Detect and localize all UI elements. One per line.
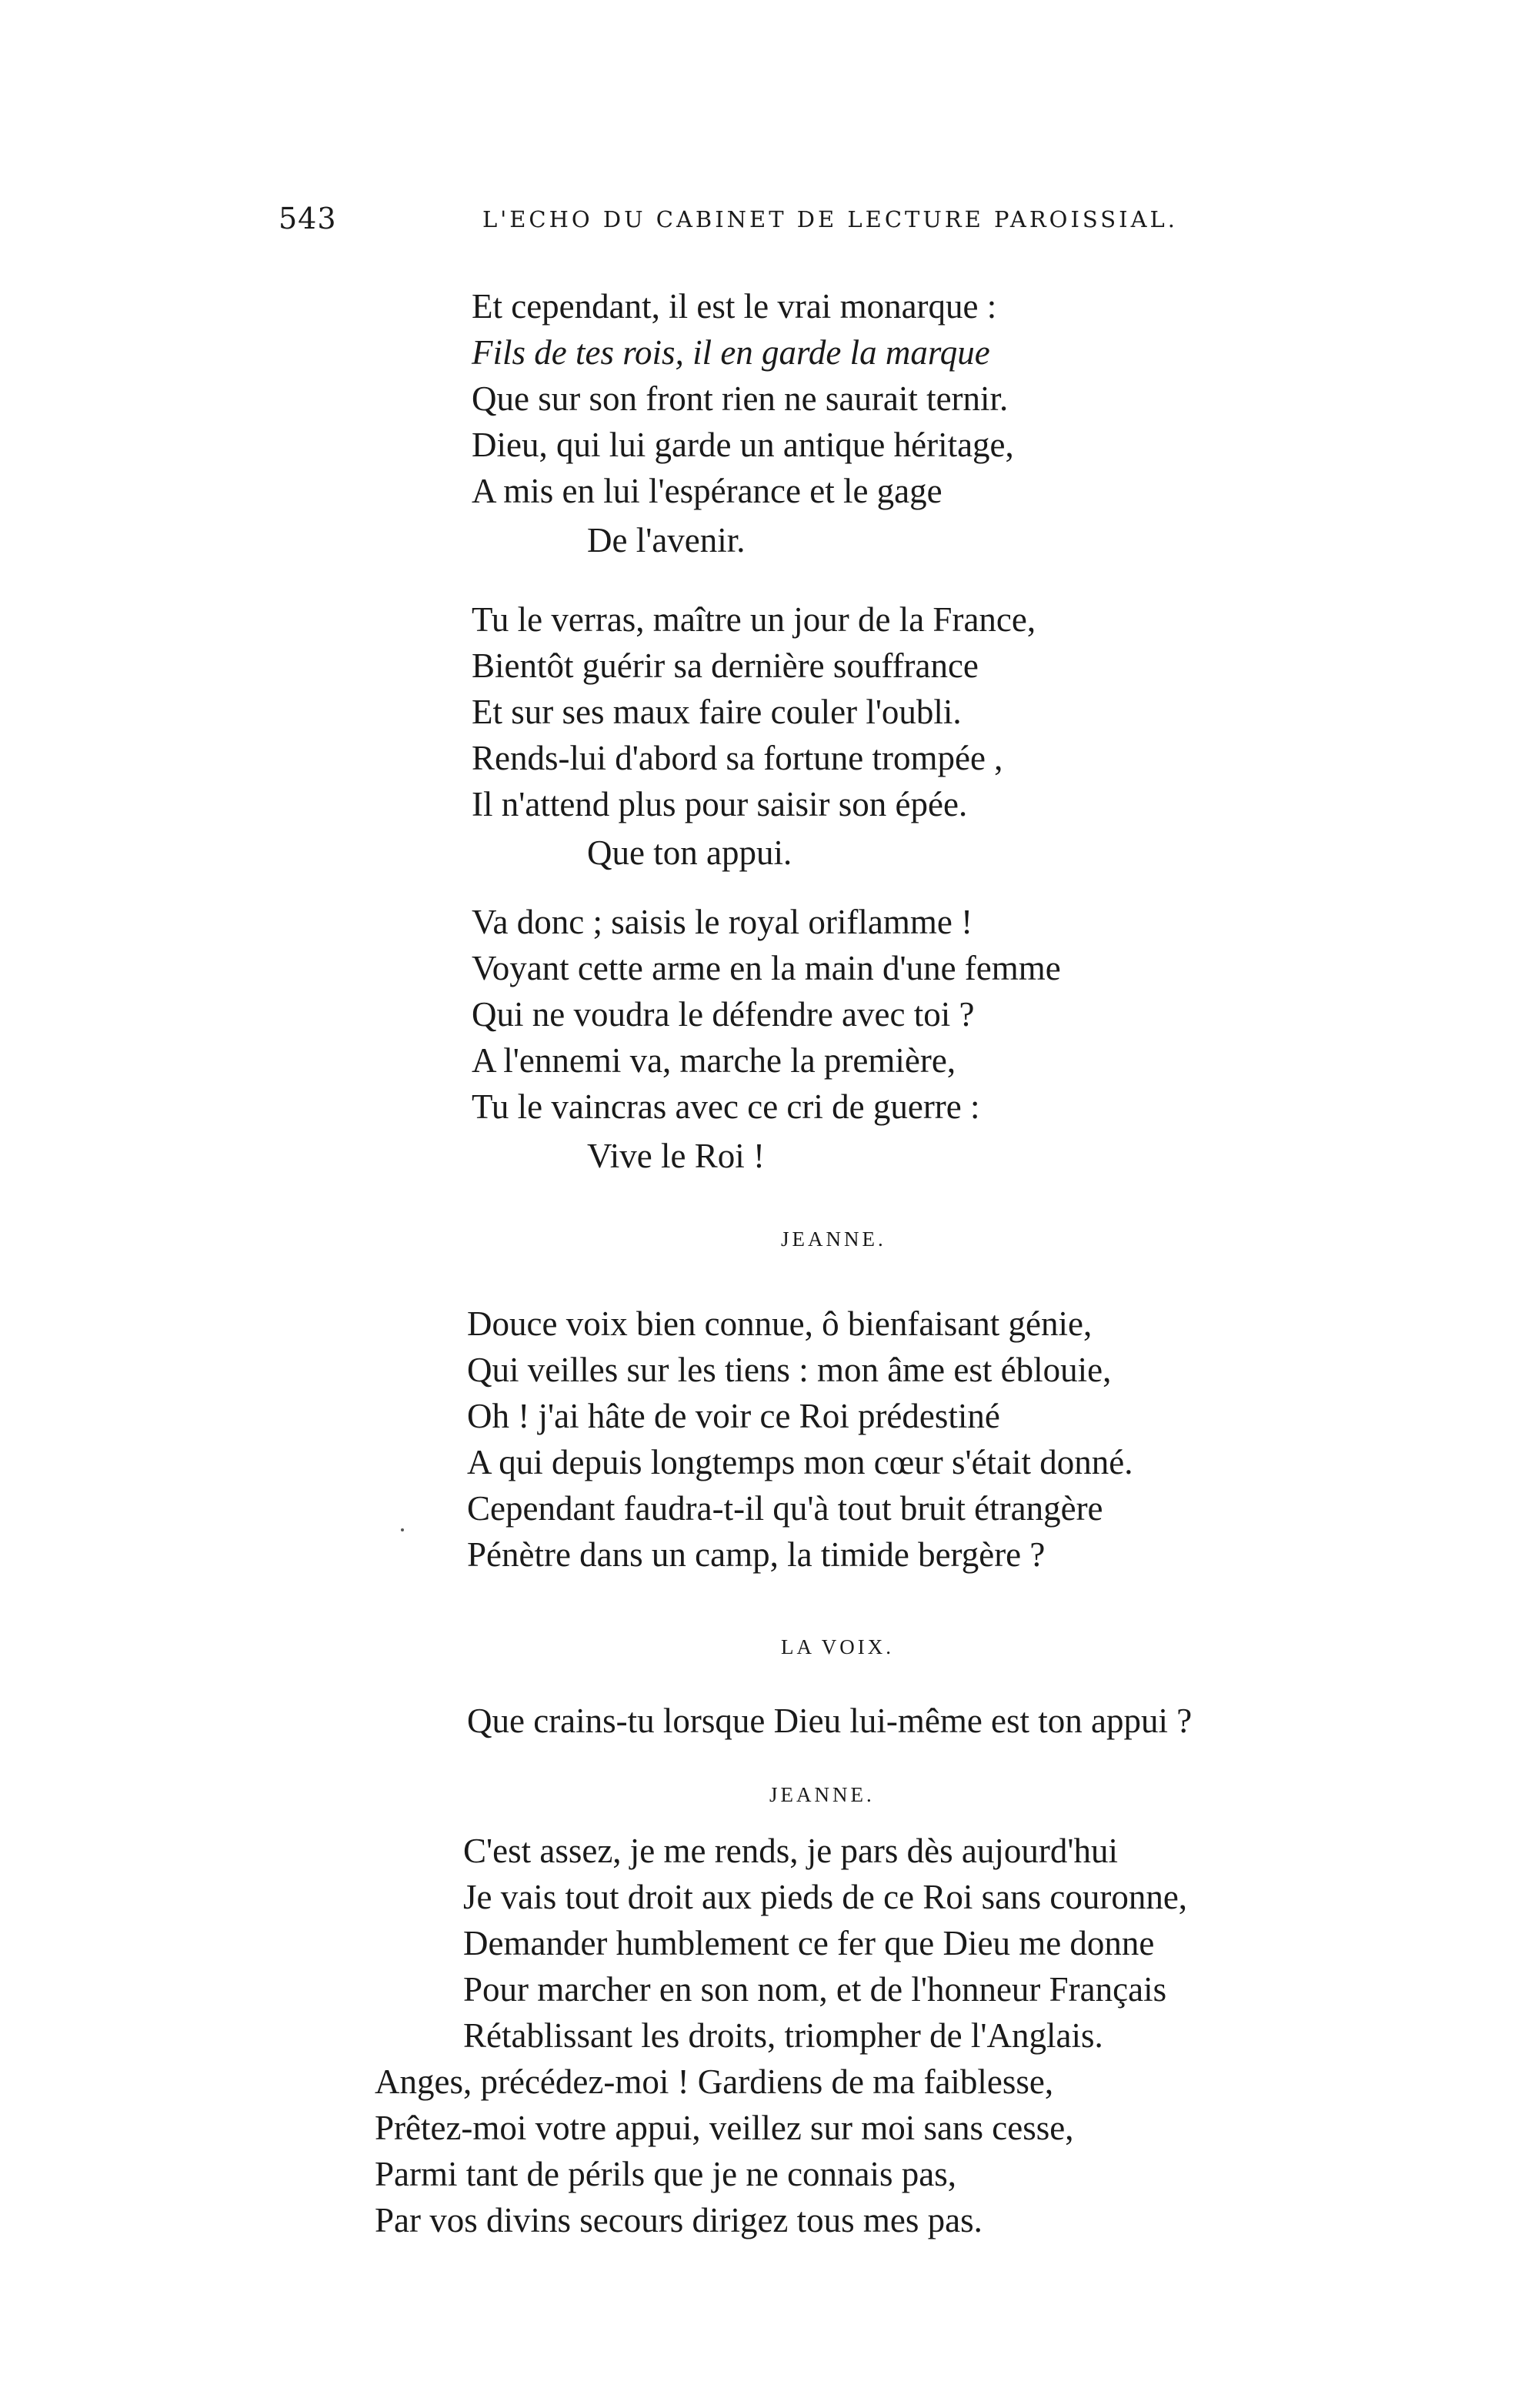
verse-line: Dieu, qui lui garde un antique héritage,: [472, 426, 1014, 464]
verse-line: Douce voix bien connue, ô bienfaisant génie,: [467, 1304, 1093, 1343]
verse-line: Qui ne voudra le défendre avec toi ?: [472, 995, 975, 1034]
verse-line: A l'ennemi va, marche la première,: [472, 1041, 956, 1080]
verse-line: Prêtez-moi votre appui, veillez sur moi sans cesse,: [375, 2109, 1074, 2147]
verse-line-refrain: Que ton appui.: [587, 833, 792, 872]
verse-line: Que crains-tu lorsque Dieu lui-même est ton appui ?: [467, 1702, 1193, 1740]
verse-line: Je vais tout droit aux pieds de ce Roi sans couronne,: [463, 1878, 1188, 1916]
speaker-name: JEANNE.: [781, 1227, 886, 1251]
verse-line: Demander humblement ce fer que Dieu me donne: [463, 1924, 1155, 1962]
verse-line: Que sur son front rien ne saurait ternir.: [472, 379, 1009, 418]
verse-line: Rends-lui d'abord sa fortune trompée ,: [472, 739, 1003, 777]
speaker-name: JEANNE.: [769, 1783, 875, 1806]
verse-line: Pénètre dans un camp, la timide bergère ?: [467, 1535, 1046, 1574]
page-number: 543: [279, 202, 337, 235]
verse-line: Pour marcher en son nom, et de l'honneur Français: [463, 1970, 1167, 2009]
verse-line-refrain: Vive le Roi !: [587, 1137, 765, 1175]
verse-line: Va donc ; saisis le royal oriflamme !: [472, 903, 973, 941]
verse-line: Et cependant, il est le vrai monarque :: [472, 287, 997, 326]
verse-line: A mis en lui l'espérance et le gage: [472, 472, 942, 510]
verse-line: Oh ! j'ai hâte de voir ce Roi prédestiné: [467, 1397, 1000, 1435]
running-title: L'ECHO DU CABINET DE LECTURE PAROISSIAL.: [482, 206, 1179, 232]
verse-line: Par vos divins secours dirigez tous mes pas.: [375, 2201, 983, 2239]
verse-line: A qui depuis longtemps mon cœur s'était donné.: [467, 1443, 1133, 1481]
verse-line-refrain: De l'avenir.: [587, 521, 746, 559]
ink-speck: [401, 1528, 404, 1531]
verse-line: C'est assez, je me rends, je pars dès aujourd'hui: [463, 1832, 1118, 1870]
verse-line: Tu le verras, maître un jour de la France,: [472, 600, 1036, 639]
verse-line: Bientôt guérir sa dernière souffrance: [472, 646, 979, 685]
verse-line: Rétablissant les droits, triompher de l'Anglais.: [463, 2016, 1103, 2055]
verse-line: Voyant cette arme en la main d'une femme: [472, 949, 1061, 987]
verse-line: Il n'attend plus pour saisir son épée.: [472, 785, 968, 823]
verse-line: Qui veilles sur les tiens : mon âme est éblouie,: [467, 1351, 1112, 1389]
verse-line: Fils de tes rois, il en garde la marque: [472, 333, 990, 372]
verse-line: Et sur ses maux faire couler l'oubli.: [472, 693, 962, 731]
verse-line: Parmi tant de périls que je ne connais pas,: [375, 2155, 957, 2193]
verse-line: Cependant faudra-t-il qu'à tout bruit étrangère: [467, 1489, 1103, 1528]
verse-line: Tu le vaincras avec ce cri de guerre :: [472, 1087, 980, 1126]
page-header: [279, 202, 1248, 248]
verse-line: Anges, précédez-moi ! Gardiens de ma faiblesse,: [375, 2062, 1054, 2101]
speaker-name: LA VOIX.: [781, 1635, 895, 1658]
